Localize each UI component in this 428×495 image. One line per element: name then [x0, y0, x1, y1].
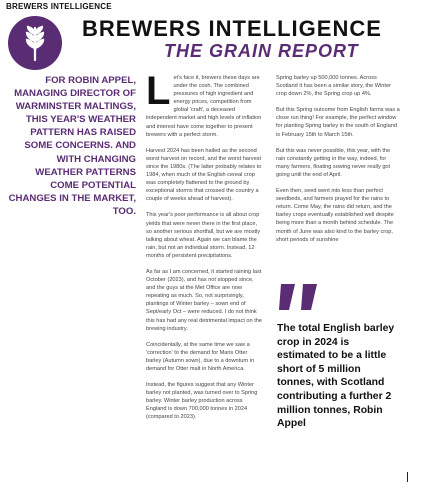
quote-mark-icon — [277, 280, 323, 312]
article-paragraph: This year's poor performance is all about crop yields that were never there in the first place, so another serious shortfall, but we are mostly talking about wheat. Again we can blame the rain, but not an individual storm. Instead, 12 months of persistent precipitations. — [146, 212, 261, 259]
logo — [8, 16, 62, 70]
article-column-right — [276, 74, 400, 314]
page-subtitle: THE GRAIN REPORT — [164, 41, 359, 61]
article-paragraph: Instead, the figures suggest that any Winter barley not planted, was turned over to Spring barley. Winter barley production across England is down 700,000 tonnes in 2024 (compared to 2023). — [146, 382, 258, 421]
page-title: BREWERS INTELLIGENCE — [82, 16, 382, 41]
standfirst: FOR ROBIN APPEL, MANAGING DIRECTOR OF WARMINSTER MALTINGS, THIS YEAR'S WEATHER PATTERN HAS RAISED SOME CONCERNS. AND WITH CHANGING WEATHER PATTERNS COME POTENTIAL CHANGES IN THE MARKET, TOO. — [8, 75, 136, 217]
article-column-middle — [146, 74, 264, 494]
article-paragraph: But this was never possible, this year, with the rain constantly getting in the way, indeed, for many farmers, floating sowing never really got going until the end of April. — [276, 147, 391, 178]
article-paragraph: Harvest 2024 has been hailed as the second worst harvest on record, and the worst harvest since the 1980s. (The latter probably relates to 1984, when much of the English cereal crop was completely flattened to the ground by exceptional storms that crossed the country a couple of weeks ahead of harvest). — [146, 147, 262, 203]
article-paragraph: But this Spring outcome from English farms was a close run thing! For example, the perfect window for planting Spring barley in the south of England is February 15th to March 15th. — [276, 107, 400, 138]
section-tag: BREWERS INTELLIGENCE — [6, 2, 112, 11]
pull-quote: The total English barley crop in 2024 is estimated to be a little short of 5 million tonnes, with Scotland contributing a further 2 million tonnes, Robin Appel — [277, 323, 395, 430]
article-paragraph: Even then, seed went into less than perfect seedbeds, and farmers prayed for the rains to return. Come May, the rains did return, and the barley crops eventually established well despite being more than a month behind schedule. The month of June was also kind to the barley crop, short periods of sunshine — [276, 188, 394, 243]
wheat-icon — [8, 16, 62, 70]
article-paragraph: As far as I am concerned, it started raining last October (2023), and has not stopped since, and the guys at the Met Office are now repeating as much. So, not surprisingly, plantings of Winter barley – sown end of Sept/early Oct – were reduced. I do not think this has had any real detrimental impact on the brewing industry. — [146, 268, 262, 332]
drop-cap: L — [146, 74, 171, 113]
text-cursor — [407, 472, 408, 482]
article-paragraph: Let's face it, brewers these days are under the cosh. The combined pressures of high ingredient and energy prices, competition from global 'craft', a deceased independent market and high levels of inflation and interest have come together to present brewers with a perfect storm. — [146, 74, 262, 138]
article-paragraph: Spring barley up 500,000 tonnes. Across Scotland it has been a similar story, the Winter crop down 2%, the Spring crop up 4%. — [276, 75, 391, 98]
article-paragraph: Coincidentally, at the same time we saw a 'correction' to the demand for Maris Otter barley (Autumn sown), due to a downturn in demand for Otter malt in North America. — [146, 341, 255, 372]
